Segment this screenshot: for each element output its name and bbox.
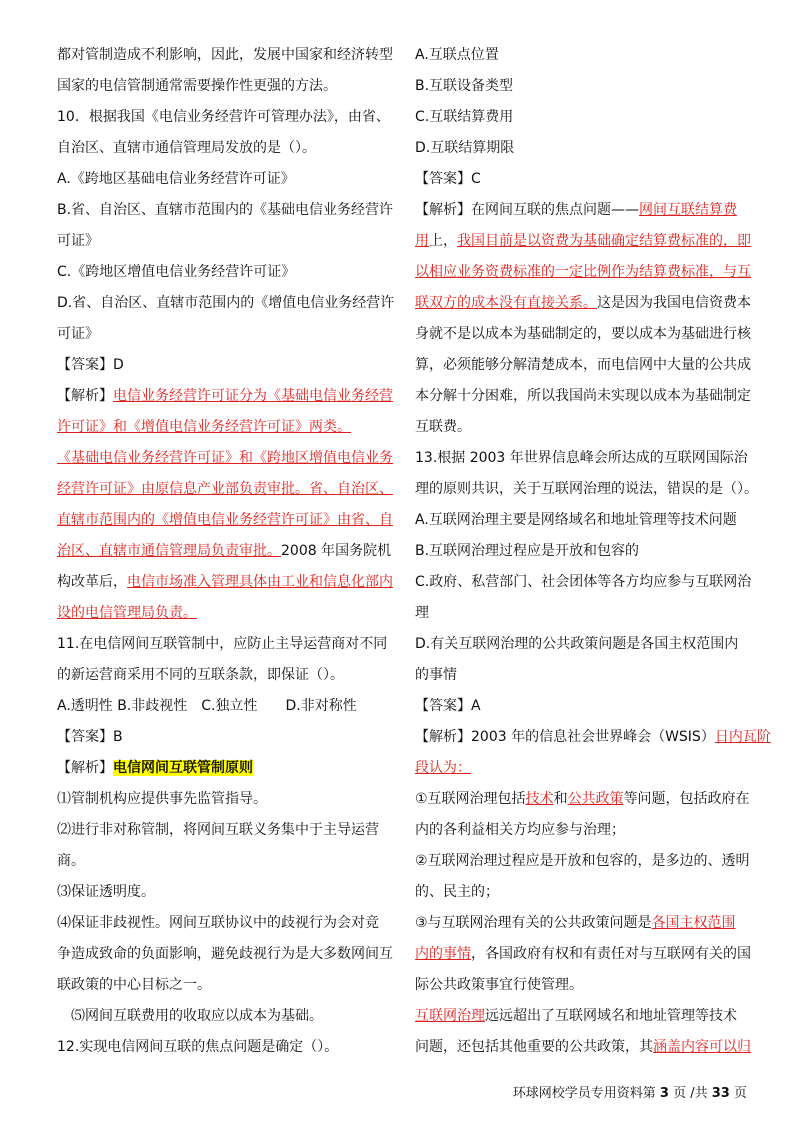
text-segment: ⑶保证透明度。	[57, 884, 155, 900]
emphasis-text: 直辖市范围内的《增值电信业务经营许可证》由省、自	[57, 512, 393, 528]
highlighted-text: 电信网间互联管制原则	[113, 760, 253, 776]
text-segment: 本分解十分困难，所以我国尚未实现以成本为基础制定	[415, 388, 751, 404]
footer-page-number: 3	[659, 1086, 669, 1101]
text-segment: 【答案】A	[415, 698, 481, 714]
text-segment: ②互联网治理过程应是开放和包容的，是多边的、透明	[415, 853, 750, 869]
text-segment: D.有关互联网治理的公共政策问题是各国主权范围内	[415, 636, 739, 652]
text-line	[415, 1032, 755, 1063]
text-segment: 理的原则共识，关于互联网治理的说法，错误的是（）。	[415, 481, 758, 497]
text-line	[57, 784, 392, 815]
footer-page-unit: 页	[668, 1086, 687, 1101]
footer-separator: /共	[686, 1086, 712, 1101]
text-line	[57, 257, 392, 288]
emphasis-text: 段认为：	[415, 760, 471, 776]
text-line	[57, 877, 392, 908]
emphasis-text: 内的事情	[415, 946, 471, 962]
text-segment: A.透明性 B.非歧视性 C.独立性 D.非对称性	[57, 698, 357, 714]
footer-total-pages: 33	[711, 1086, 730, 1101]
text-line	[415, 257, 755, 288]
text-segment: 等问题，包括政府在	[623, 791, 750, 807]
text-line	[57, 629, 392, 660]
text-line	[415, 288, 755, 319]
text-segment: B.互联设备类型	[415, 78, 514, 94]
text-segment: 理	[415, 605, 429, 621]
text-line	[57, 102, 392, 133]
text-line	[415, 970, 755, 1001]
text-segment: C.互联结算费用	[415, 109, 514, 125]
emphasis-text: 我国目前是以资费为基础确定结算费标准的，即	[457, 233, 751, 249]
emphasis-text: 网间互联结算费	[639, 202, 737, 218]
text-segment: 际公共政策事宜行使管理。	[415, 977, 583, 993]
text-line	[57, 505, 392, 536]
emphasis-text: 技术	[525, 791, 554, 807]
emphasis-text: 日内瓦阶	[714, 729, 771, 745]
text-segment: 身就不是以成本为基础制定的，要以成本为基础进行核	[415, 326, 751, 342]
text-segment: 13.根据 2003 年世界信息峰会所达成的互联网国际治	[415, 450, 748, 466]
text-line	[57, 753, 392, 784]
text-segment: ①互联网治理包括	[415, 791, 526, 807]
text-line	[57, 722, 392, 753]
text-line	[57, 846, 392, 877]
left-column	[57, 40, 395, 1063]
text-line	[57, 381, 392, 412]
text-segment: ⑴管制机构应提供事先监管指导。	[57, 791, 267, 807]
text-line	[57, 536, 392, 567]
text-line	[57, 970, 392, 1001]
text-segment: 自治区、直辖市通信管理局发放的是（）。	[57, 140, 316, 156]
text-line	[57, 164, 392, 195]
text-line	[57, 691, 392, 722]
text-segment: ③与互联网治理有关的公共政策问题是	[415, 915, 652, 931]
text-line	[415, 412, 755, 443]
emphasis-text: 电信市场准入管理具体由工业和信息化部内	[127, 574, 393, 590]
text-segment: ⑷保证非歧视性。网间互联协议中的歧视行为会对竞	[57, 915, 379, 931]
text-segment: 的、民主的；	[415, 884, 499, 900]
emphasis-text: 《基础电信业务经营许可证》和《跨地区增值电信业务	[57, 450, 393, 466]
text-segment: 【解析】在网间互联的焦点问题——	[415, 202, 639, 218]
text-segment: D.互联结算期限	[415, 140, 515, 156]
text-line	[57, 939, 392, 970]
text-line	[57, 319, 392, 350]
text-line	[415, 102, 755, 133]
text-segment: 商。	[57, 853, 85, 869]
text-line	[57, 40, 392, 71]
text-line	[415, 722, 771, 753]
text-segment: 远远超出了互联网域名和地址管理等技术	[485, 1008, 737, 1024]
text-segment: B.互联网治理过程应是开放和包容的	[415, 543, 640, 559]
footer-text: 环球网校学员专用资料第	[512, 1086, 660, 1101]
text-line	[415, 567, 755, 598]
emphasis-text: 涵盖内容可以归	[653, 1039, 751, 1055]
text-line	[415, 443, 755, 474]
text-segment: 【答案】B	[57, 729, 123, 745]
emphasis-text: 经营许可证》由原信息产业部负责审批。省、自治区、	[57, 481, 393, 497]
text-segment: 【答案】C	[415, 171, 481, 187]
text-line	[415, 40, 755, 71]
text-segment: ⑵进行非对称管制，将网间互联义务集中于主导运营	[57, 822, 379, 838]
text-line	[415, 381, 755, 412]
text-segment: ，各国政府有权和有责任对与互联网有关的国	[471, 946, 751, 962]
emphasis-text: 各国主权范围	[651, 915, 736, 931]
text-line	[57, 195, 392, 226]
footer-total-unit: 页	[729, 1086, 747, 1101]
text-line	[415, 133, 755, 164]
text-line	[57, 133, 392, 164]
text-line	[415, 319, 755, 350]
text-segment: 问题，还包括其他重要的公共政策，其	[415, 1039, 653, 1055]
text-line	[57, 908, 392, 939]
text-segment: 这是因为我国电信资费本	[597, 295, 751, 311]
text-line	[415, 71, 755, 102]
text-segment: A.互联网治理主要是网络域名和地址管理等技术问题	[415, 512, 737, 528]
text-line	[415, 629, 755, 660]
text-segment: 算，必须能够分解清楚成本，而电信网中大量的公共成	[415, 357, 751, 373]
text-segment: 争造成致命的负面影响，避免歧视行为是大多数网间互	[57, 946, 393, 962]
text-segment: 内的各利益相关方均应参与治理；	[415, 822, 625, 838]
text-line	[415, 908, 755, 939]
text-segment: 【解析】2003 年的信息社会世界峰会（WSIS）	[415, 729, 715, 745]
emphasis-text: 许可证》和《增值电信业务经营许可证》两类。	[57, 419, 351, 435]
text-segment: A.互联点位置	[415, 47, 499, 63]
text-segment: 可证》	[57, 326, 99, 342]
emphasis-text: 联双方的成本没有直接关系。	[415, 295, 597, 311]
emphasis-text: 电信业务经营许可证分为《基础电信业务经营	[113, 388, 393, 404]
text-segment: 国家的电信管制通常需要操作性更强的方法。	[57, 78, 337, 94]
emphasis-text: 设的电信管理局负责。	[57, 605, 197, 621]
text-line	[415, 877, 755, 908]
text-line	[57, 815, 392, 846]
text-segment: ⑸网间互联费用的收取应以成本为基础。	[57, 1008, 323, 1024]
text-segment: 的事情	[415, 667, 457, 683]
emphasis-text: 治区、直辖市通信管理局负责审批。	[57, 543, 281, 559]
text-line	[415, 753, 755, 784]
text-line	[415, 939, 755, 970]
text-segment: C.《跨地区增值电信业务经营许可证》	[57, 264, 296, 280]
text-line	[415, 846, 755, 877]
text-line	[57, 1032, 392, 1063]
text-segment: 10．根据我国《电信业务经营许可管理办法》，由省、	[57, 109, 390, 125]
text-line	[415, 815, 755, 846]
text-line	[57, 474, 392, 505]
text-segment: 和	[553, 791, 568, 807]
text-segment: D.省、自治区、直辖市范围内的《增值电信业务经营许	[57, 295, 395, 311]
text-line	[57, 443, 392, 474]
text-line	[415, 226, 755, 257]
text-line	[415, 691, 755, 722]
text-segment: 构改革后，	[57, 574, 127, 590]
text-segment: 上，	[429, 233, 457, 249]
text-segment: 联政策的中心目标之一。	[57, 977, 211, 993]
text-line	[57, 226, 392, 257]
text-line	[57, 71, 392, 102]
page-footer	[513, 1084, 747, 1104]
text-segment: 都对管制造成不利影响，因此，发展中国家和经济转型	[57, 47, 393, 63]
text-segment: A.《跨地区基础电信业务经营许可证》	[57, 171, 295, 187]
emphasis-text: 公共政策	[567, 791, 624, 807]
text-segment: 互联费。	[415, 419, 471, 435]
text-segment: 的新运营商采用不同的互联条款，即保证（）。	[57, 667, 344, 683]
right-column	[415, 40, 771, 1063]
text-line	[415, 350, 755, 381]
text-segment: 【解析】	[57, 388, 113, 404]
text-segment: 【答案】D	[57, 357, 124, 373]
text-segment: 2008 年国务院机	[281, 543, 392, 559]
text-segment: C.政府、私营部门、社会团体等各方均应参与互联网治	[415, 574, 752, 590]
text-line	[415, 660, 755, 691]
text-line	[57, 598, 392, 629]
text-segment: 11.在电信网间互联管制中，应防止主导运营商对不同	[57, 636, 388, 652]
text-line	[415, 598, 755, 629]
text-segment: 12.实现电信网间互联的焦点问题是确定（）。	[57, 1039, 339, 1055]
text-line	[57, 350, 392, 381]
text-line	[57, 567, 392, 598]
text-segment: 【解析】	[57, 760, 113, 776]
emphasis-text: 用	[415, 233, 429, 249]
text-line	[57, 1001, 392, 1032]
emphasis-text: 以相应业务资费标准的一定比例作为结算费标准，与互	[415, 264, 751, 280]
text-line	[57, 660, 392, 691]
text-segment: 可证》	[57, 233, 99, 249]
text-line	[57, 288, 395, 319]
text-segment: B.省、自治区、直辖市范围内的《基础电信业务经营许	[57, 202, 394, 218]
text-line	[415, 474, 758, 505]
text-line	[415, 164, 755, 195]
text-line	[415, 536, 755, 567]
text-line	[415, 505, 755, 536]
emphasis-text: 互联网治理	[415, 1008, 485, 1024]
text-line	[415, 784, 755, 815]
text-line	[415, 195, 755, 226]
text-line	[57, 412, 392, 443]
text-line	[415, 1001, 755, 1032]
